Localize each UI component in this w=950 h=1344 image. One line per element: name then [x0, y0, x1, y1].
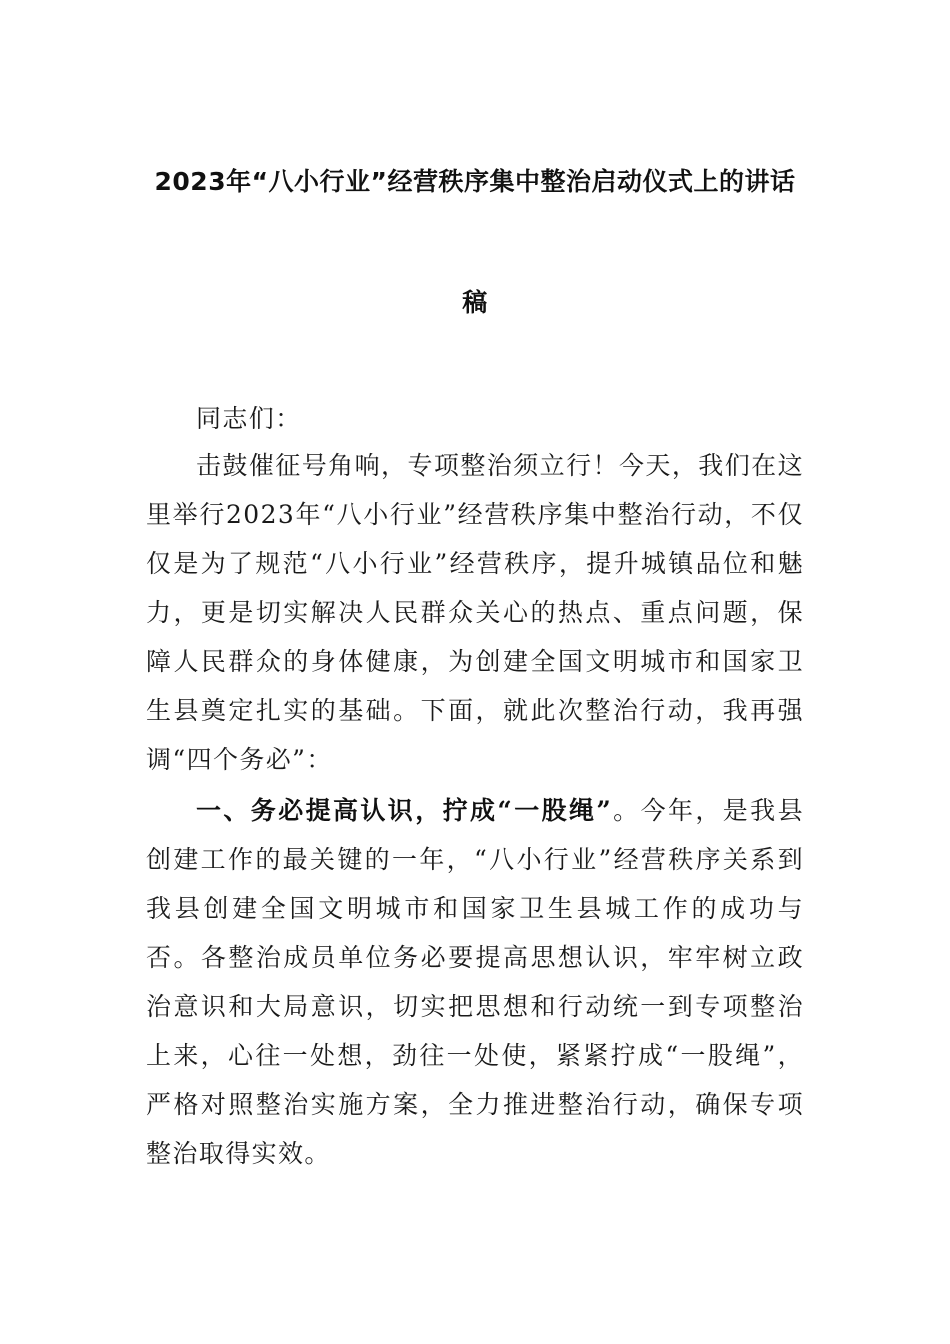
- paragraph-1: 击鼓催征号角响，专项整治须立行！今天，我们在这里举行2023年“八小行业”经营秩序集中整治行动，不仅仅是为了规范“八小行业”经营秩序，提升城镇品位和魅力，更是切实解决人民群众关心的热点、重点问题，保障人民群众的身体健康，为创建全国文明城市和国家卫生县奠定扎实的基础。下面，就此次整治行动，我再强调“四个务必”：: [146, 451, 804, 774]
- section-heading: 一、务必提高认识，拧成“一股绳”: [196, 796, 613, 825]
- document-title-line-2: 稿: [462, 288, 488, 317]
- greeting: 同志们：: [196, 404, 302, 433]
- paragraph-2-body: 。今年，是我县创建工作的最关键的一年，“八小行业”经营秩序关系到我县创建全国文明城市和国家卫生县城工作的成功与否。各整治成员单位务必要提高思想认识，牢牢树立政治意识和大局意识，切实把思想和行动统一到专项整治上来，心往一处想，劲往一处使，紧紧拧成“一股绳”，严格对照整治实施方案，全力推进整治行动，确保专项整治取得实效。: [146, 796, 804, 1168]
- paragraph-2: [146, 786, 804, 1178]
- document-title-line-1: 2023年“八小行业”经营秩序集中整治启动仪式上的讲话: [154, 167, 796, 196]
